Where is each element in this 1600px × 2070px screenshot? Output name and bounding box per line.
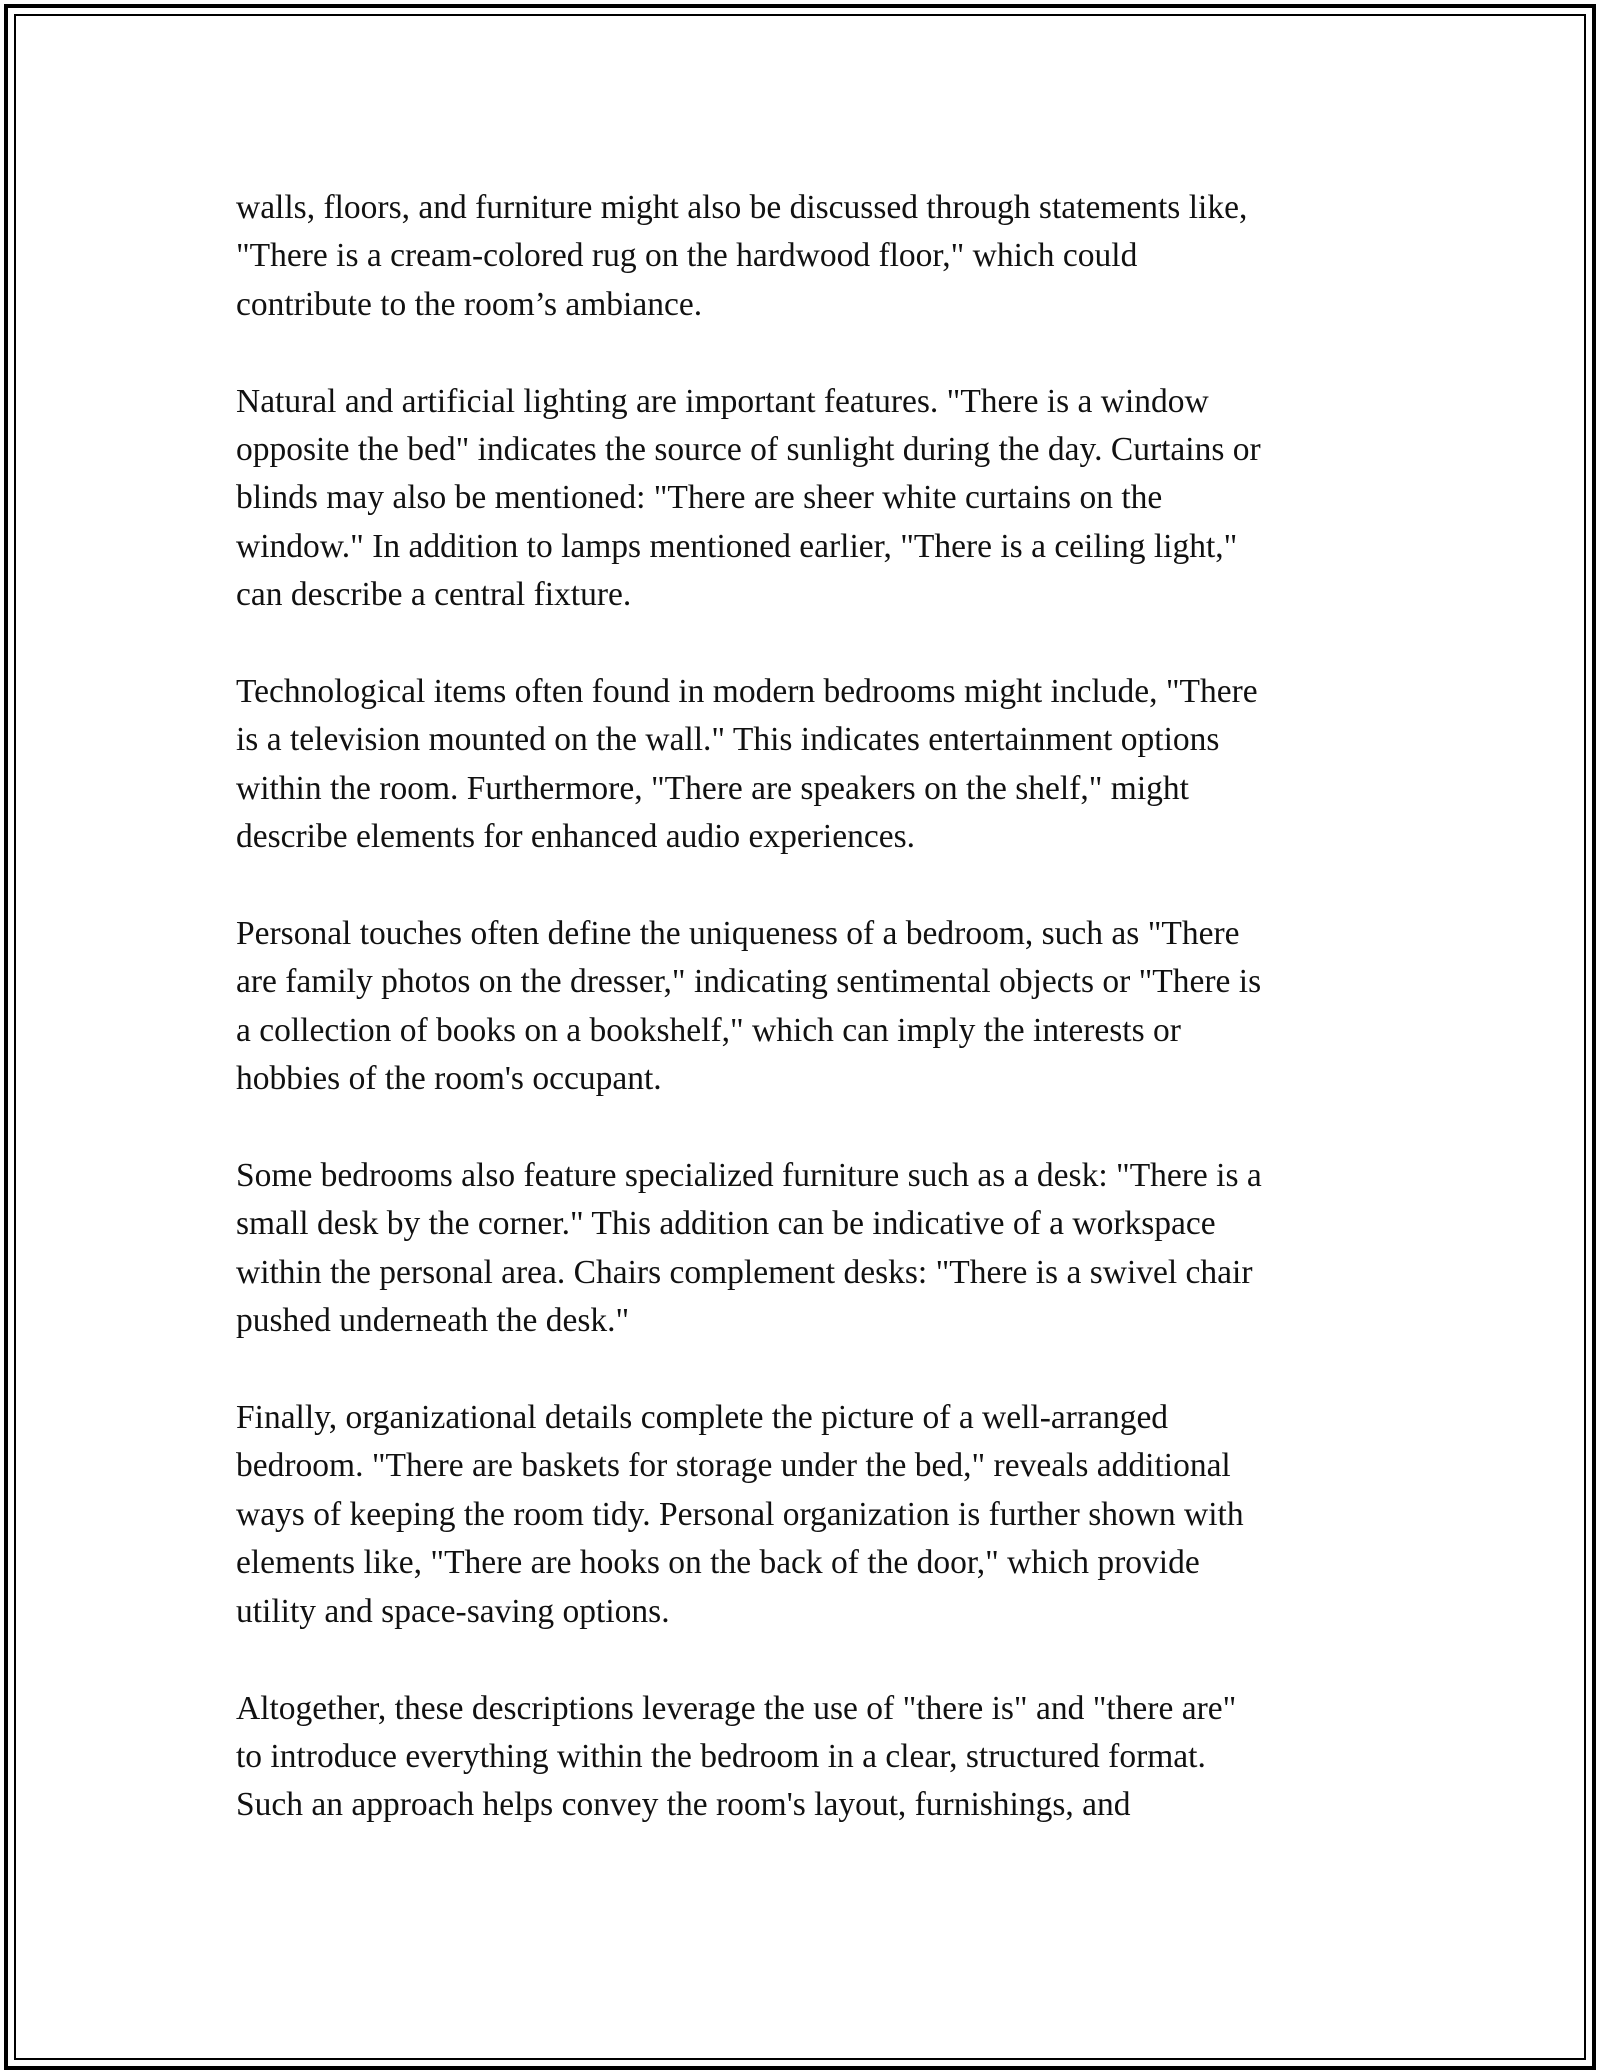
paragraph-specialized-furniture: Some bedrooms also feature specialized furniture such as a desk: "There is a small desk by the corner." This addition can be indicative of a workspace within the personal area. Chairs complement desks: "There is a swivel chair pushed underneath the desk.": [236, 1157, 1262, 1340]
paragraph-conclusion: Altogether, these descriptions leverage the use of "there is" and "there are" to introduce everything within the bedroom in a clear, structured format. Such an approach helps convey the room's layout, furnishings, and: [236, 1689, 1237, 1824]
paragraph-personal-touches: Personal touches often define the uniqueness of a bedroom, such as "There are family photos on the dresser," indicating sentimental objects or "There is a collection of books on a bookshelf," which can imply the interests or hobbies of the room's occupant.: [236, 915, 1262, 1098]
paragraph-lighting: Natural and artificial lighting are important features. "There is a window opposite the bed" indicates the source of sunlight during the day. Curtains or blinds may also be mentioned: "There are sheer white curtains on the window." In addition to lamps mentioned earlier, "There is a ceiling light," can describe a central fixture.: [236, 382, 1261, 614]
document-body: [236, 184, 1376, 1830]
paragraph-room-surfaces: walls, floors, and furniture might also be discussed through statements like, "There is a cream-colored rug on the hardwood floor," which could contribute to the room’s ambiance.: [236, 189, 1248, 323]
paragraph-technology: Technological items often found in modern bedrooms might include, "There is a television mounted on the wall." This indicates entertainment options within the room. Furthermore, "There are speakers on the shelf," might describe elements for enhanced audio experiences.: [236, 673, 1258, 856]
paragraph-organization: Finally, organizational details complete the picture of a well-arranged bedroom. "There are baskets for storage under the bed," reveals additional ways of keeping the room tidy. Personal organization is further shown with elements like, "There are hooks on the back of the door," which provide utility and space-saving options.: [236, 1399, 1244, 1630]
